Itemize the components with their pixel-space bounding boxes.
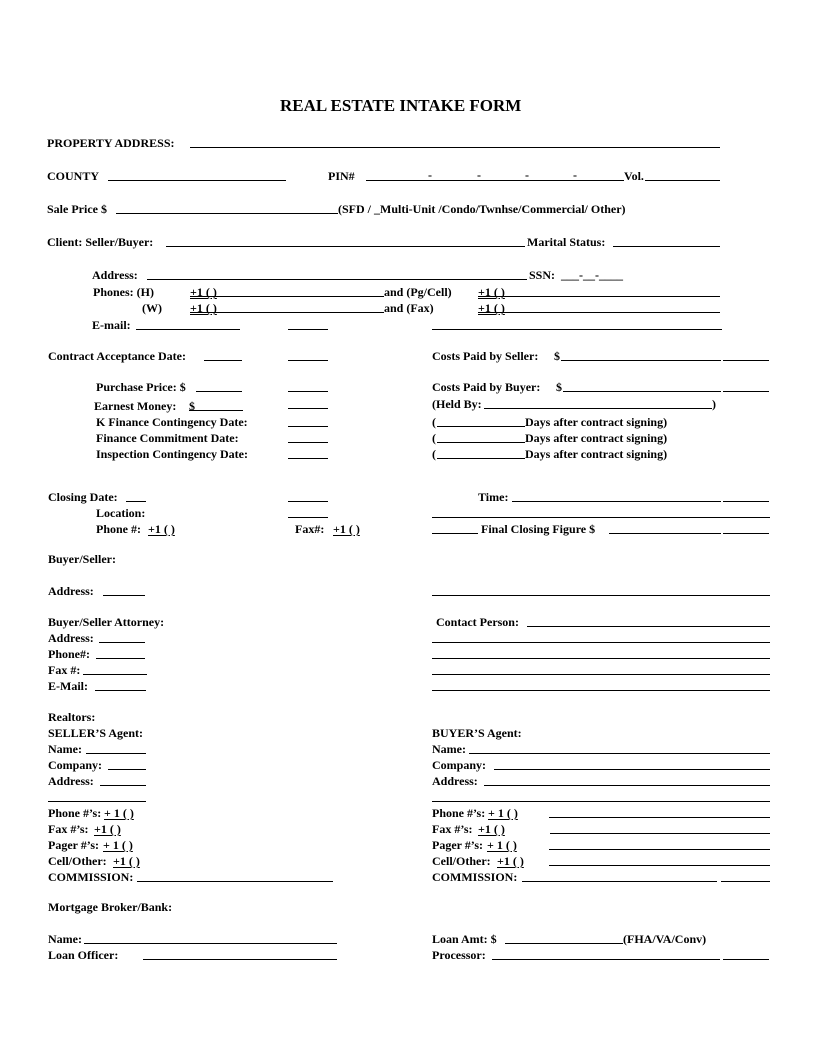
buyer-agent-phones-label: Phone #’s: [432,806,486,820]
phone-home-prefix: +1 ( ) [190,285,217,299]
ssn-field[interactable]: ___-__-____ [561,268,623,282]
seller-agent-pager-field[interactable]: + 1 ( ) [103,838,133,852]
closing-location-label: Location: [96,506,146,520]
closing-fax-field[interactable]: +1 ( ) [333,522,360,536]
purchase-price-field[interactable] [196,391,242,392]
final-figure-label: Final Closing Figure $ [481,522,596,536]
phone-home-field[interactable] [190,296,384,297]
seller-commission-label: COMMISSION: [48,870,134,884]
email-extra-field-right[interactable] [432,329,722,330]
pg-cell-field[interactable] [478,296,720,297]
email-field[interactable] [136,329,240,330]
closing-time-label: Time: [478,490,509,504]
pin-field[interactable] [366,180,624,181]
seller-agent-company-label: Company: [48,758,103,772]
held-by-label: (Held By: [432,397,482,411]
buyer-agent-company-field[interactable] [494,769,770,770]
costs-buyer-extra[interactable] [723,391,769,392]
attorney-fax-field[interactable] [83,674,147,675]
purchase-price-extra[interactable] [288,391,328,392]
marital-status-label: Marital Status: [527,235,606,249]
marital-status-field[interactable] [613,246,720,247]
pg-cell-label: and (Pg/Cell) [384,285,452,299]
attorney-address-field[interactable] [99,642,145,643]
contact-person-field[interactable] [527,626,770,627]
buyer-agent-fax-label: Fax #’s: [432,822,473,836]
k-finance-days-text: Days after contract signing) [525,415,668,429]
attorney-phone-field[interactable] [96,658,145,659]
buyer-agent-company-label: Company: [432,758,487,772]
email-label: E-mail: [92,318,131,332]
phone-work-field[interactable] [190,312,384,313]
finance-commitment-days-field[interactable] [437,442,525,443]
earnest-money-field[interactable] [189,410,243,411]
k-finance-field[interactable] [288,426,328,427]
attorney-email-field[interactable] [95,690,146,691]
finance-commitment-label: Finance Commitment Date: [96,431,239,445]
finance-commitment-days-text: Days after contract signing) [525,431,668,445]
attorney-label: Buyer/Seller Attorney: [48,615,165,629]
seller-agent-pager-label: Pager #’s: [48,838,99,852]
attorney-address-label: Address: [48,631,94,645]
costs-buyer-dollar: $ [556,380,562,394]
inspection-days-text: Days after contract signing) [525,447,668,461]
pin-label: PIN# [328,169,355,183]
costs-buyer-field[interactable] [563,391,721,392]
attorney-fax-label: Fax #: [48,663,81,677]
email-extra-field[interactable] [288,329,328,330]
inspection-open-paren: ( [432,447,436,461]
sale-type-text: (SFD / _Multi-Unit /Condo/Twnhse/Commercial/ Other) [338,202,626,216]
inspection-days-field[interactable] [437,458,525,459]
buyer-agent-address-label: Address: [432,774,478,788]
buyer-agent-cell-extra[interactable] [549,865,770,866]
seller-agent-fax-field[interactable]: +1 ( ) [94,822,121,836]
vol-label: Vol. [624,169,644,183]
costs-seller-label: Costs Paid by Seller: [432,349,539,363]
seller-agent-fax-label: Fax #’s: [48,822,89,836]
seller-agent-address-line2[interactable] [48,801,146,802]
seller-agent-cell-field[interactable]: +1 ( ) [113,854,140,868]
closing-location-field[interactable] [288,517,328,518]
seller-agent-cell-label: Cell/Other: [48,854,107,868]
seller-agent-address-label: Address: [48,774,94,788]
buyer-agent-address-line2[interactable] [432,801,770,802]
vol-field[interactable] [645,180,720,181]
earnest-money-dollar: $ [189,399,195,413]
closing-time-extra[interactable] [723,501,769,502]
contract-acceptance-field[interactable] [204,360,242,361]
earnest-money-extra[interactable] [288,408,328,409]
pin-separator: - [428,168,432,182]
fax-field[interactable] [478,312,720,313]
purchase-price-label: Purchase Price: $ [96,380,186,394]
seller-agent-address-field[interactable] [100,785,146,786]
county-field[interactable] [108,180,286,181]
buyer-seller-address-field[interactable] [103,595,145,596]
processor-label: Processor: [432,948,486,962]
property-address-field[interactable] [190,147,720,148]
contact-person-label: Contact Person: [436,615,519,629]
pg-cell-prefix: +1 ( ) [478,285,505,299]
loan-amt-field[interactable] [505,943,623,944]
finance-commitment-field[interactable] [288,442,328,443]
finance-commitment-open-paren: ( [432,431,436,445]
closing-date-label: Closing Date: [48,490,118,504]
contract-acceptance-extra[interactable] [288,360,328,361]
form-title: REAL ESTATE INTAKE FORM [280,96,522,115]
costs-seller-extra[interactable] [723,360,769,361]
sellers-agent-label: SELLER’S Agent: [48,726,144,740]
final-figure-extra[interactable] [723,533,769,534]
seller-agent-name-field[interactable] [86,753,146,754]
buyer-seller-address-label: Address: [48,584,94,598]
fax-prefix: +1 ( ) [478,301,505,315]
k-finance-label: K Finance Contingency Date: [96,415,248,429]
closing-location-extra[interactable] [432,517,770,518]
buyer-agent-fax-extra[interactable] [550,833,770,834]
costs-seller-dollar: $ [554,349,560,363]
mortgage-label: Mortgage Broker/Bank: [48,900,173,914]
closing-phone-label: Phone #: [96,522,141,536]
buyer-seller-address-extra[interactable] [432,595,770,596]
buyer-commission-extra[interactable] [721,881,770,882]
seller-agent-name-label: Name: [48,742,82,756]
mortgage-name-label: Name: [48,932,82,946]
mortgage-name-field[interactable] [84,943,337,944]
buyer-agent-phones-field[interactable]: + 1 ( ) [488,806,518,820]
buyer-agent-pager-field[interactable]: + 1 ( ) [487,838,517,852]
pin-separator: - [525,168,529,182]
loan-officer-field[interactable] [143,959,337,960]
client-label: Client: Seller/Buyer: [47,235,154,249]
processor-field[interactable] [492,959,720,960]
fax-label: and (Fax) [384,301,434,315]
phone-work-prefix: +1 ( ) [190,301,217,315]
earnest-money-label: Earnest Money: [94,399,177,413]
sale-price-field[interactable] [116,213,338,214]
inspection-field[interactable] [288,458,328,459]
phone-work-label: (W) [142,301,162,315]
k-finance-open-paren: ( [432,415,436,429]
ssn-label: SSN: [529,268,556,282]
buyer-agent-address-field[interactable] [484,785,770,786]
client-address-label: Address: [92,268,138,282]
closing-date-extra[interactable] [288,501,328,502]
closing-date-field[interactable] [126,501,146,502]
client-address-field[interactable] [147,279,527,280]
closing-phone-field[interactable]: +1 ( ) [148,522,175,536]
held-by-field[interactable] [484,408,712,409]
seller-agent-phones-field[interactable]: + 1 ( ) [104,806,134,820]
buyer-agent-name-field[interactable] [469,753,770,754]
buyer-agent-fax-field[interactable]: +1 ( ) [478,822,505,836]
final-figure-pre-field[interactable] [432,533,478,534]
processor-extra[interactable] [723,959,769,960]
buyer-agent-cell-label: Cell/Other: [432,854,491,868]
attorney-email-label: E-Mail: [48,679,88,693]
loan-amt-label: Loan Amt: $ [432,932,497,946]
costs-buyer-label: Costs Paid by Buyer: [432,380,541,394]
buyer-commission-field[interactable] [522,881,717,882]
attorney-address-extra[interactable] [432,642,770,643]
pin-separator: - [477,168,481,182]
buyer-agent-cell-field[interactable]: +1 ( ) [497,854,524,868]
realtors-label: Realtors: [48,710,96,724]
phone-home-label: Phones: (H) [93,285,154,299]
held-by-close: ) [712,397,716,411]
attorney-email-extra[interactable] [432,690,770,691]
seller-agent-phones-label: Phone #’s: [48,806,102,820]
buyer-agent-pager-label: Pager #’s: [432,838,483,852]
client-field[interactable] [166,246,525,247]
attorney-phone-extra[interactable] [432,658,770,659]
buyer-agent-name-label: Name: [432,742,466,756]
sale-price-label: Sale Price $ [47,202,107,216]
county-label: COUNTY [47,169,100,183]
loan-type-text: (FHA/VA/Conv) [623,932,707,946]
attorney-fax-extra[interactable] [432,674,770,675]
buyers-agent-label: BUYER’S Agent: [432,726,522,740]
loan-officer-label: Loan Officer: [48,948,119,962]
attorney-phone-label: Phone#: [48,647,90,661]
seller-commission-field[interactable] [137,881,333,882]
closing-time-field[interactable] [512,501,721,502]
k-finance-days-field[interactable] [437,426,525,427]
closing-fax-label: Fax#: [295,522,325,536]
property-address-label: PROPERTY ADDRESS: [47,136,175,150]
pin-separator: - [573,168,577,182]
costs-seller-field[interactable] [561,360,721,361]
seller-agent-company-field[interactable] [108,769,146,770]
buyer-commission-label: COMMISSION: [432,870,518,884]
contract-acceptance-label: Contract Acceptance Date: [48,349,186,363]
final-figure-field[interactable] [609,533,721,534]
buyer-seller-label: Buyer/Seller: [48,552,116,566]
buyer-agent-phones-extra[interactable] [549,817,770,818]
buyer-agent-pager-extra[interactable] [549,849,770,850]
inspection-label: Inspection Contingency Date: [96,447,248,461]
